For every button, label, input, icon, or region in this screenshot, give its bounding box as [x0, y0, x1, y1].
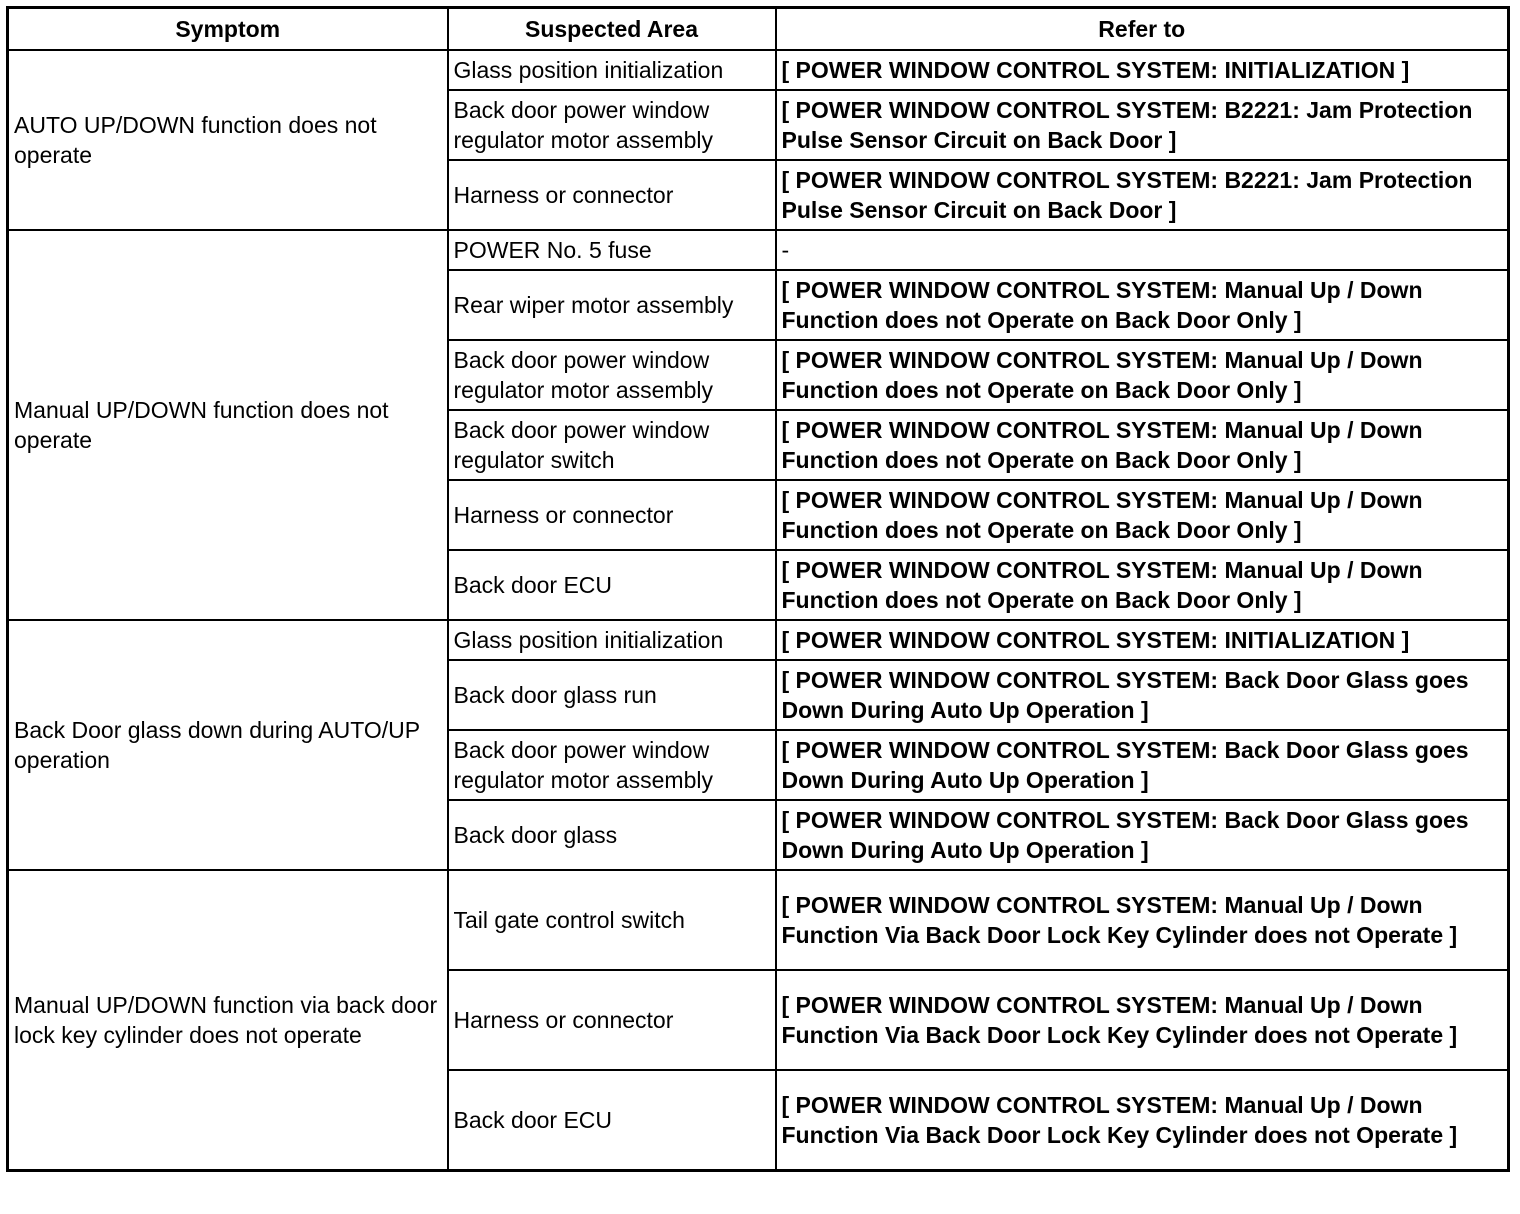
refer-to-cell: [ POWER WINDOW CONTROL SYSTEM: Manual Up / Down Function does not Operate on Back Door Only ]	[776, 550, 1509, 620]
refer-to-cell: [ POWER WINDOW CONTROL SYSTEM: B2221: Jam Protection Pulse Sensor Circuit on Back Door ]	[776, 90, 1509, 160]
suspected-area-cell: Back door glass run	[448, 660, 776, 730]
refer-to-cell: [ POWER WINDOW CONTROL SYSTEM: Manual Up / Down Function does not Operate on Back Door Only ]	[776, 340, 1509, 410]
symptom-cell: Manual UP/DOWN function does not operate	[8, 230, 448, 620]
suspected-area-cell: Back door power window regulator motor assembly	[448, 730, 776, 800]
refer-to-cell: [ POWER WINDOW CONTROL SYSTEM: Back Door Glass goes Down During Auto Up Operation ]	[776, 660, 1509, 730]
refer-to-cell: -	[776, 230, 1509, 270]
header-suspected-area: Suspected Area	[448, 8, 776, 51]
refer-to-cell: [ POWER WINDOW CONTROL SYSTEM: Manual Up / Down Function does not Operate on Back Door Only ]	[776, 410, 1509, 480]
suspected-area-cell: POWER No. 5 fuse	[448, 230, 776, 270]
suspected-area-cell: Harness or connector	[448, 160, 776, 230]
refer-to-cell: [ POWER WINDOW CONTROL SYSTEM: B2221: Jam Protection Pulse Sensor Circuit on Back Door ]	[776, 160, 1509, 230]
header-row	[8, 8, 1509, 51]
suspected-area-cell: Glass position initialization	[448, 50, 776, 90]
suspected-area-cell: Harness or connector	[448, 480, 776, 550]
refer-to-cell: [ POWER WINDOW CONTROL SYSTEM: Manual Up / Down Function Via Back Door Lock Key Cylinder does not Operate ]	[776, 970, 1509, 1070]
table-row	[8, 620, 1509, 660]
suspected-area-cell: Back door power window regulator switch	[448, 410, 776, 480]
troubleshooting-table	[6, 6, 1510, 1172]
suspected-area-cell: Harness or connector	[448, 970, 776, 1070]
refer-to-cell: [ POWER WINDOW CONTROL SYSTEM: Manual Up / Down Function does not Operate on Back Door Only ]	[776, 480, 1509, 550]
header-symptom: Symptom	[8, 8, 448, 51]
refer-to-cell: [ POWER WINDOW CONTROL SYSTEM: Manual Up / Down Function Via Back Door Lock Key Cylinder does not Operate ]	[776, 1070, 1509, 1171]
symptom-cell: AUTO UP/DOWN function does not operate	[8, 50, 448, 230]
suspected-area-cell: Tail gate control switch	[448, 870, 776, 970]
header-refer-to: Refer to	[776, 8, 1509, 51]
refer-to-cell: [ POWER WINDOW CONTROL SYSTEM: Back Door Glass goes Down During Auto Up Operation ]	[776, 800, 1509, 870]
suspected-area-cell: Back door ECU	[448, 1070, 776, 1171]
refer-to-cell: [ POWER WINDOW CONTROL SYSTEM: Manual Up / Down Function Via Back Door Lock Key Cylinder does not Operate ]	[776, 870, 1509, 970]
suspected-area-cell: Glass position initialization	[448, 620, 776, 660]
symptom-cell: Manual UP/DOWN function via back door lock key cylinder does not operate	[8, 870, 448, 1171]
table-row	[8, 50, 1509, 90]
table-row	[8, 230, 1509, 270]
symptom-cell: Back Door glass down during AUTO/UP operation	[8, 620, 448, 870]
refer-to-cell: [ POWER WINDOW CONTROL SYSTEM: Back Door Glass goes Down During Auto Up Operation ]	[776, 730, 1509, 800]
suspected-area-cell: Rear wiper motor assembly	[448, 270, 776, 340]
suspected-area-cell: Back door power window regulator motor assembly	[448, 340, 776, 410]
refer-to-cell: [ POWER WINDOW CONTROL SYSTEM: INITIALIZATION ]	[776, 620, 1509, 660]
table-row	[8, 870, 1509, 970]
suspected-area-cell: Back door power window regulator motor assembly	[448, 90, 776, 160]
suspected-area-cell: Back door glass	[448, 800, 776, 870]
suspected-area-cell: Back door ECU	[448, 550, 776, 620]
refer-to-cell: [ POWER WINDOW CONTROL SYSTEM: Manual Up / Down Function does not Operate on Back Door Only ]	[776, 270, 1509, 340]
refer-to-cell: [ POWER WINDOW CONTROL SYSTEM: INITIALIZATION ]	[776, 50, 1509, 90]
